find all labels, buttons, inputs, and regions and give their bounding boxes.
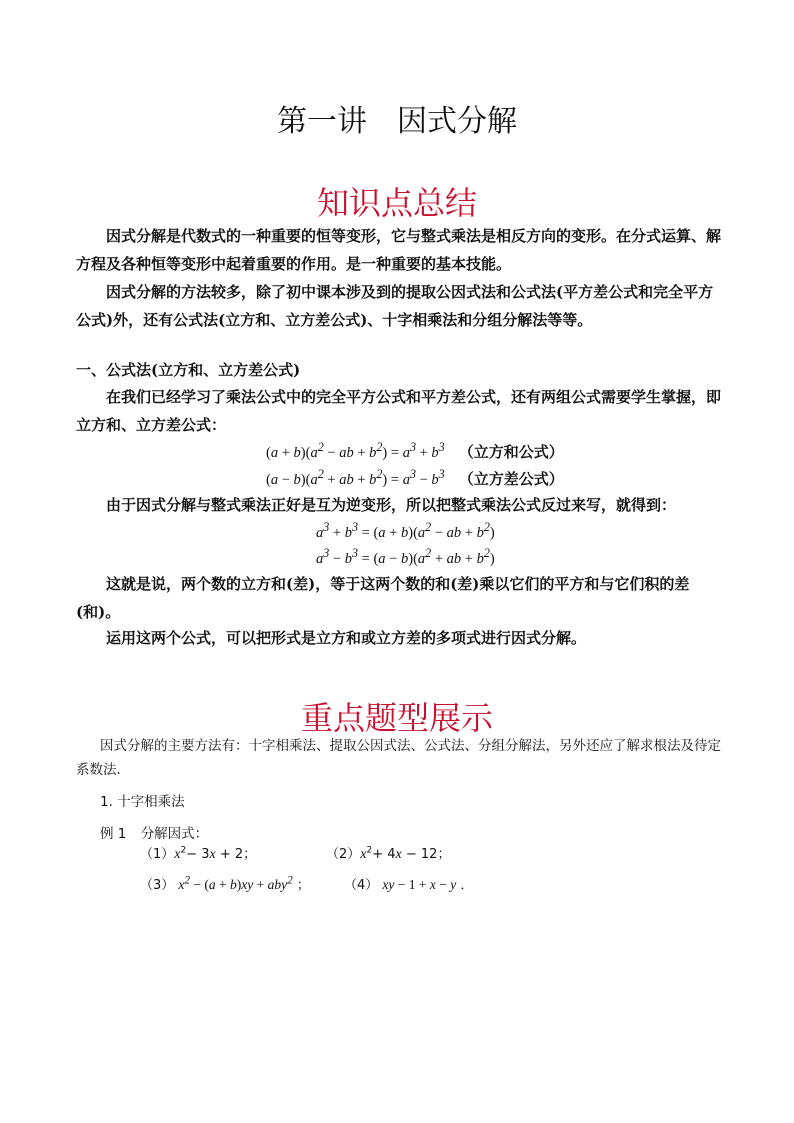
paragraph-methods-overview: 因式分解的主要方法有：十字相乘法、提取公因式法、公式法、分组分解法，另外还应了解求根法及待定系数法．: [76, 738, 721, 778]
exercise-item-4: （4） xy − 1 + x − y ．: [344, 877, 474, 893]
paragraph-reverse: 由于因式分解与整式乘法正好是互为逆变形，所以把整式乘法公式反过来写，就得到：: [106, 496, 677, 514]
formula-factor-sum-of-cubes: $a^3 + b^3 = (a + b)(a^2$ − ab + $b^2$): [316, 520, 495, 541]
example-label: 例 1: [100, 826, 127, 842]
section-heading-summary: 知识点总结: [316, 184, 477, 222]
section-heading-key-problems: 重点题型展示: [300, 699, 493, 737]
exercise-item-3: （3） $x^2 - (a + b)xy + aby^2$ ；: [140, 874, 310, 893]
item-number-3: （3）: [140, 878, 175, 893]
paragraph-methods: 因式分解的方法较多，除了初中课本涉及到的提取公因式法和公式法(平方差公式和完全平方公式)外，还有公式法(立方和、立方差公式)、十字相乘法和分组分解法等等。: [76, 283, 714, 329]
exercise-item-2: $(2)x^2+ 4x - 12$；: [326, 845, 451, 862]
formula-tag-sum: （立方和公式）: [458, 442, 564, 461]
example-instruction: 分解因式：: [140, 826, 209, 842]
formula-sum-of-cubes: $(a + b)(a^2$ − ab + $b^2) = a^3 + b^3$ （立方和公式）: [266, 440, 564, 461]
item-number-1: （1）: [140, 847, 175, 862]
paragraph-formula-intro: 在我们已经学习了乘法公式中的完全平方公式和平方差公式，还有两组公式需要学生掌握，即立方和、立方差公式：: [76, 388, 722, 434]
paragraph-intro: 因式分解是代数式的一种重要的恒等变形，它与整式乘法是相反方向的变形。在分式运算、解方程及各种恒等变形中起着重要的作用。是一种重要的基本技能。: [76, 227, 722, 273]
formula-difference-of-cubes: $(a - b)(a^2$ + ab + $b^2) = a^3 - b^3$ （立方差公式）: [266, 467, 564, 488]
formula-tag-difference: （立方差公式）: [458, 469, 564, 488]
exercise-item-1: $(1)x^2- 3x + 2$；: [140, 845, 257, 862]
paragraph-explanation: 这就是说，两个数的立方和(差)，等于这两个数的和(差)乘以它们的平方和与它们积的差(和)。: [76, 575, 690, 621]
subsection-heading-formula-method: 一、公式法(立方和、立方差公式): [76, 361, 301, 379]
method-heading-cross-multiplication: 1. 十字相乘法: [100, 794, 185, 810]
item-number-4: （4）: [344, 878, 379, 893]
example-1: [100, 822, 208, 842]
item-number-2: （2）: [326, 847, 361, 862]
formula-factor-difference-of-cubes: $a^3 - b^3 = (a - b)(a^2$ + ab + $b^2$): [316, 546, 495, 567]
paragraph-application: 运用这两个公式，可以把形式是立方和或立方差的多项式进行因式分解。: [106, 629, 587, 647]
page-title: 第一讲 因式分解: [277, 104, 517, 139]
